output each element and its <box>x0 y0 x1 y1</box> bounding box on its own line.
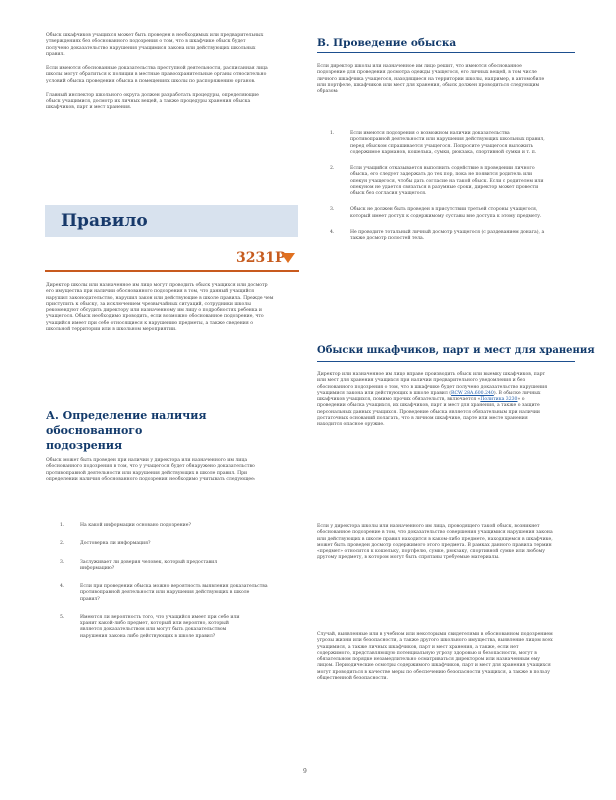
intro-paragraph-2: Если имеются обоснованные доказательства преступной деятельности, расписанная лица школы могут обратиться к полиции в местные правоохранительные органы относительно условий обыска проведения обыска в помещениях школы по распоряжению органов. <box>46 66 268 84</box>
section-c-paragraph-1: Директор или назначенное им лицо вправе производить обыск или выемку шкафчиков, парт или мест для хранения учащихся при наличии предварительного уведомления и без обоснованного подозрения о том, что в шкафчике будет получено доказательство нарушения учащимися закона или действующих в школе правил (RCW 28A.600.240). В обыске личных шкафчиков учащихся, помимо прочих обязательств, включается «Политика 3230» о проведении обыска учащихся, их шкафчиков, парт и мест для хранения, а также о защите персональных данных учащихся. Проведение обыска является обязательным при наличии достаточных оснований полагать, что в личном шкафчике, парте или месте хранения находится опасное оружие. <box>317 372 548 427</box>
list-item: 1. Если имеются подозрения о возможном наличии доказательства противоправной деятельности или нарушения действующих школьных правил, перед обыском спрашивается учащегося. Попросите учащегося выложить содержимое карманов, кошелька, сумки, рюкзака, спортивной сумки и т. п. <box>330 131 545 155</box>
rule-title-box <box>45 205 298 237</box>
section-a-list <box>60 523 270 640</box>
intro-paragraph-1: Обыск шкафчиков учащихся может быть проведен в необходимых или предварительных утверждениях без обоснованного подозрения о том, что в шкафчике обыск будет получено доказательство нарушения учащимися закона или действующих школьных правил. <box>46 33 264 57</box>
list-item: 1. На какой информации основано подозрение? <box>60 523 191 528</box>
list-item: 4. Не проводите тотальный личный досмотр учащегося (с раздеванием донага), а также досмотр полостей тела. <box>330 229 545 241</box>
section-c-title: Обыски шкафчиков, парт и мест для хранения <box>317 345 595 356</box>
list-item: 3. Заслуживает ли доверия человек, который предоставил информацию? <box>60 559 218 571</box>
list-item: 3. Обыск не должен быть проведен в присутствии третьей стороны учащегося, который имеет доступ к содержимому суставы вне доступа к этому предмету. <box>330 207 542 219</box>
section-c-paragraph-3: Случай, выявленные или в учебном или некоторыми свидетелями в обоснованном подозрением угрозы жизни или безопасности, а также другого школьного имущества, выявление лицом всех учащимися, а также личных шкафчиков, парт и мест хранения, а также, если нет содержимого, представляющую потенциальную угрозу здоровью и безопасности, могут в обязательном порядке незамедлительно осматриваться директором или назначенным ему лицом. Периодические осмотры содержимого шкафчиков, парт и мест для хранения учащихся могут проводиться в качестве меры по обеспечению безопасности учащихся, а также в пользу общественной безопасности. <box>317 632 553 681</box>
rule-code: 3231P <box>236 250 286 266</box>
section-b-intro: Если директор школы или назначенное им лицо решит, что имеются обоснованное подозрение для проведения досмотра одежды учащегося, его личных вещей, в том числе личного шкафчика учащегося, находящиеся на территории школы, например, в автомобиле или портфеле, шкафчиков или мест для хранения, обыск должен проводиться следующим образом: <box>317 64 545 94</box>
section-a-intro: Обыск может быть проведен при наличии у директора или назначенного им лица обоснованного подозрения в том, что у учащегося будет обнаружено доказательство противоправной деятельности или нарушения действующих в школе правил. При определении наличия обоснованного подозрения необходимо учитывать следующее: <box>46 458 256 482</box>
section-b-list <box>330 131 550 242</box>
policy-link[interactable]: Политика 3230 <box>480 397 518 402</box>
section-a-title: А. Определение наличия обоснованного подозрения <box>46 409 207 452</box>
rcw-link[interactable]: RCW 28A.600.240 <box>451 390 494 396</box>
page-number: 9 <box>303 768 307 775</box>
rule-divider <box>45 270 299 272</box>
list-item: 2. Если учащийся отказывается выполнить содействие в проведении личного обыска, его следует задержать до тех пор, пока не появится родитель или опекун учащегося, чтобы дать согласие на такой обыск. Если с родителем или опекуном не удается связаться в разумные сроки, директор может провести обыск без согласия учащегося. <box>330 166 544 196</box>
left-column <box>46 33 302 112</box>
intro-paragraph-3: Главный инспектор школьного округа должен разработать процедуры, определяющие обыск учащимися, досмотр их личных вещей, а также процедуры хранения обыска шкафчиков, парт и мест хранения. <box>46 92 259 111</box>
section-c-divider <box>317 361 575 362</box>
section-b-divider <box>317 52 575 53</box>
rule-title: Правило <box>61 211 148 231</box>
section-b-title: В. Проведение обыска <box>317 37 457 49</box>
section-c-paragraph-2: Если у директора школы или назначенного им лица, проводящего такой обыск, возникнет обоснованное подозрение в том, что доказательство совершения учащимися нарушения закона или действующих в школе правил находится в каком-либо предмете, находящемся в шкафчике, может быть проведен досмотр содержимого этого предмета. В рамках данного правила термин «предмет» относится к кошельку, портфелю, сумке, рюкзаку, спортивной сумке или любому другому предмету, в котором могут быть спрятаны требуемые материалы. <box>317 524 553 561</box>
rule-intro-paragraph: Директор школы или назначенное им лицо могут проводить обыск учащихся или досмотр его имущества при наличии обоснованного подозрения в том, что данный учащийся нарушил законодательство, нарушил закон или действующие в школе правила. Прежде чем приступить к обыску, за исключением чрезвычайных ситуаций, сотрудники школы рекомендуют обсудить директору или назначенному им лицу о подробностях ребенка и учащегося. Обыск необходимо проводить, если возможно обоснованное подозрение, что учащийся имеет при себе относящиеся к нарушению предметы, а также сведения о школьной территории или в школьном мероприятии. <box>46 283 274 332</box>
list-item: 2. Достоверна ли информация? <box>60 541 151 547</box>
orange-triangle-down-icon <box>281 253 295 263</box>
list-item: 5. Имеются ли вероятность того, что учащийся имеет при себе или хранит какой-либо предмет, который или вероятно, который является доказательством или могут быть доказательством нарушения закона либо действующих в школе правил? <box>60 614 240 639</box>
list-item: 4. Если при проведении обыска можно вероятность выявления доказательства противоправной деятельности или нарушения действующих в школе правил? <box>60 584 268 602</box>
